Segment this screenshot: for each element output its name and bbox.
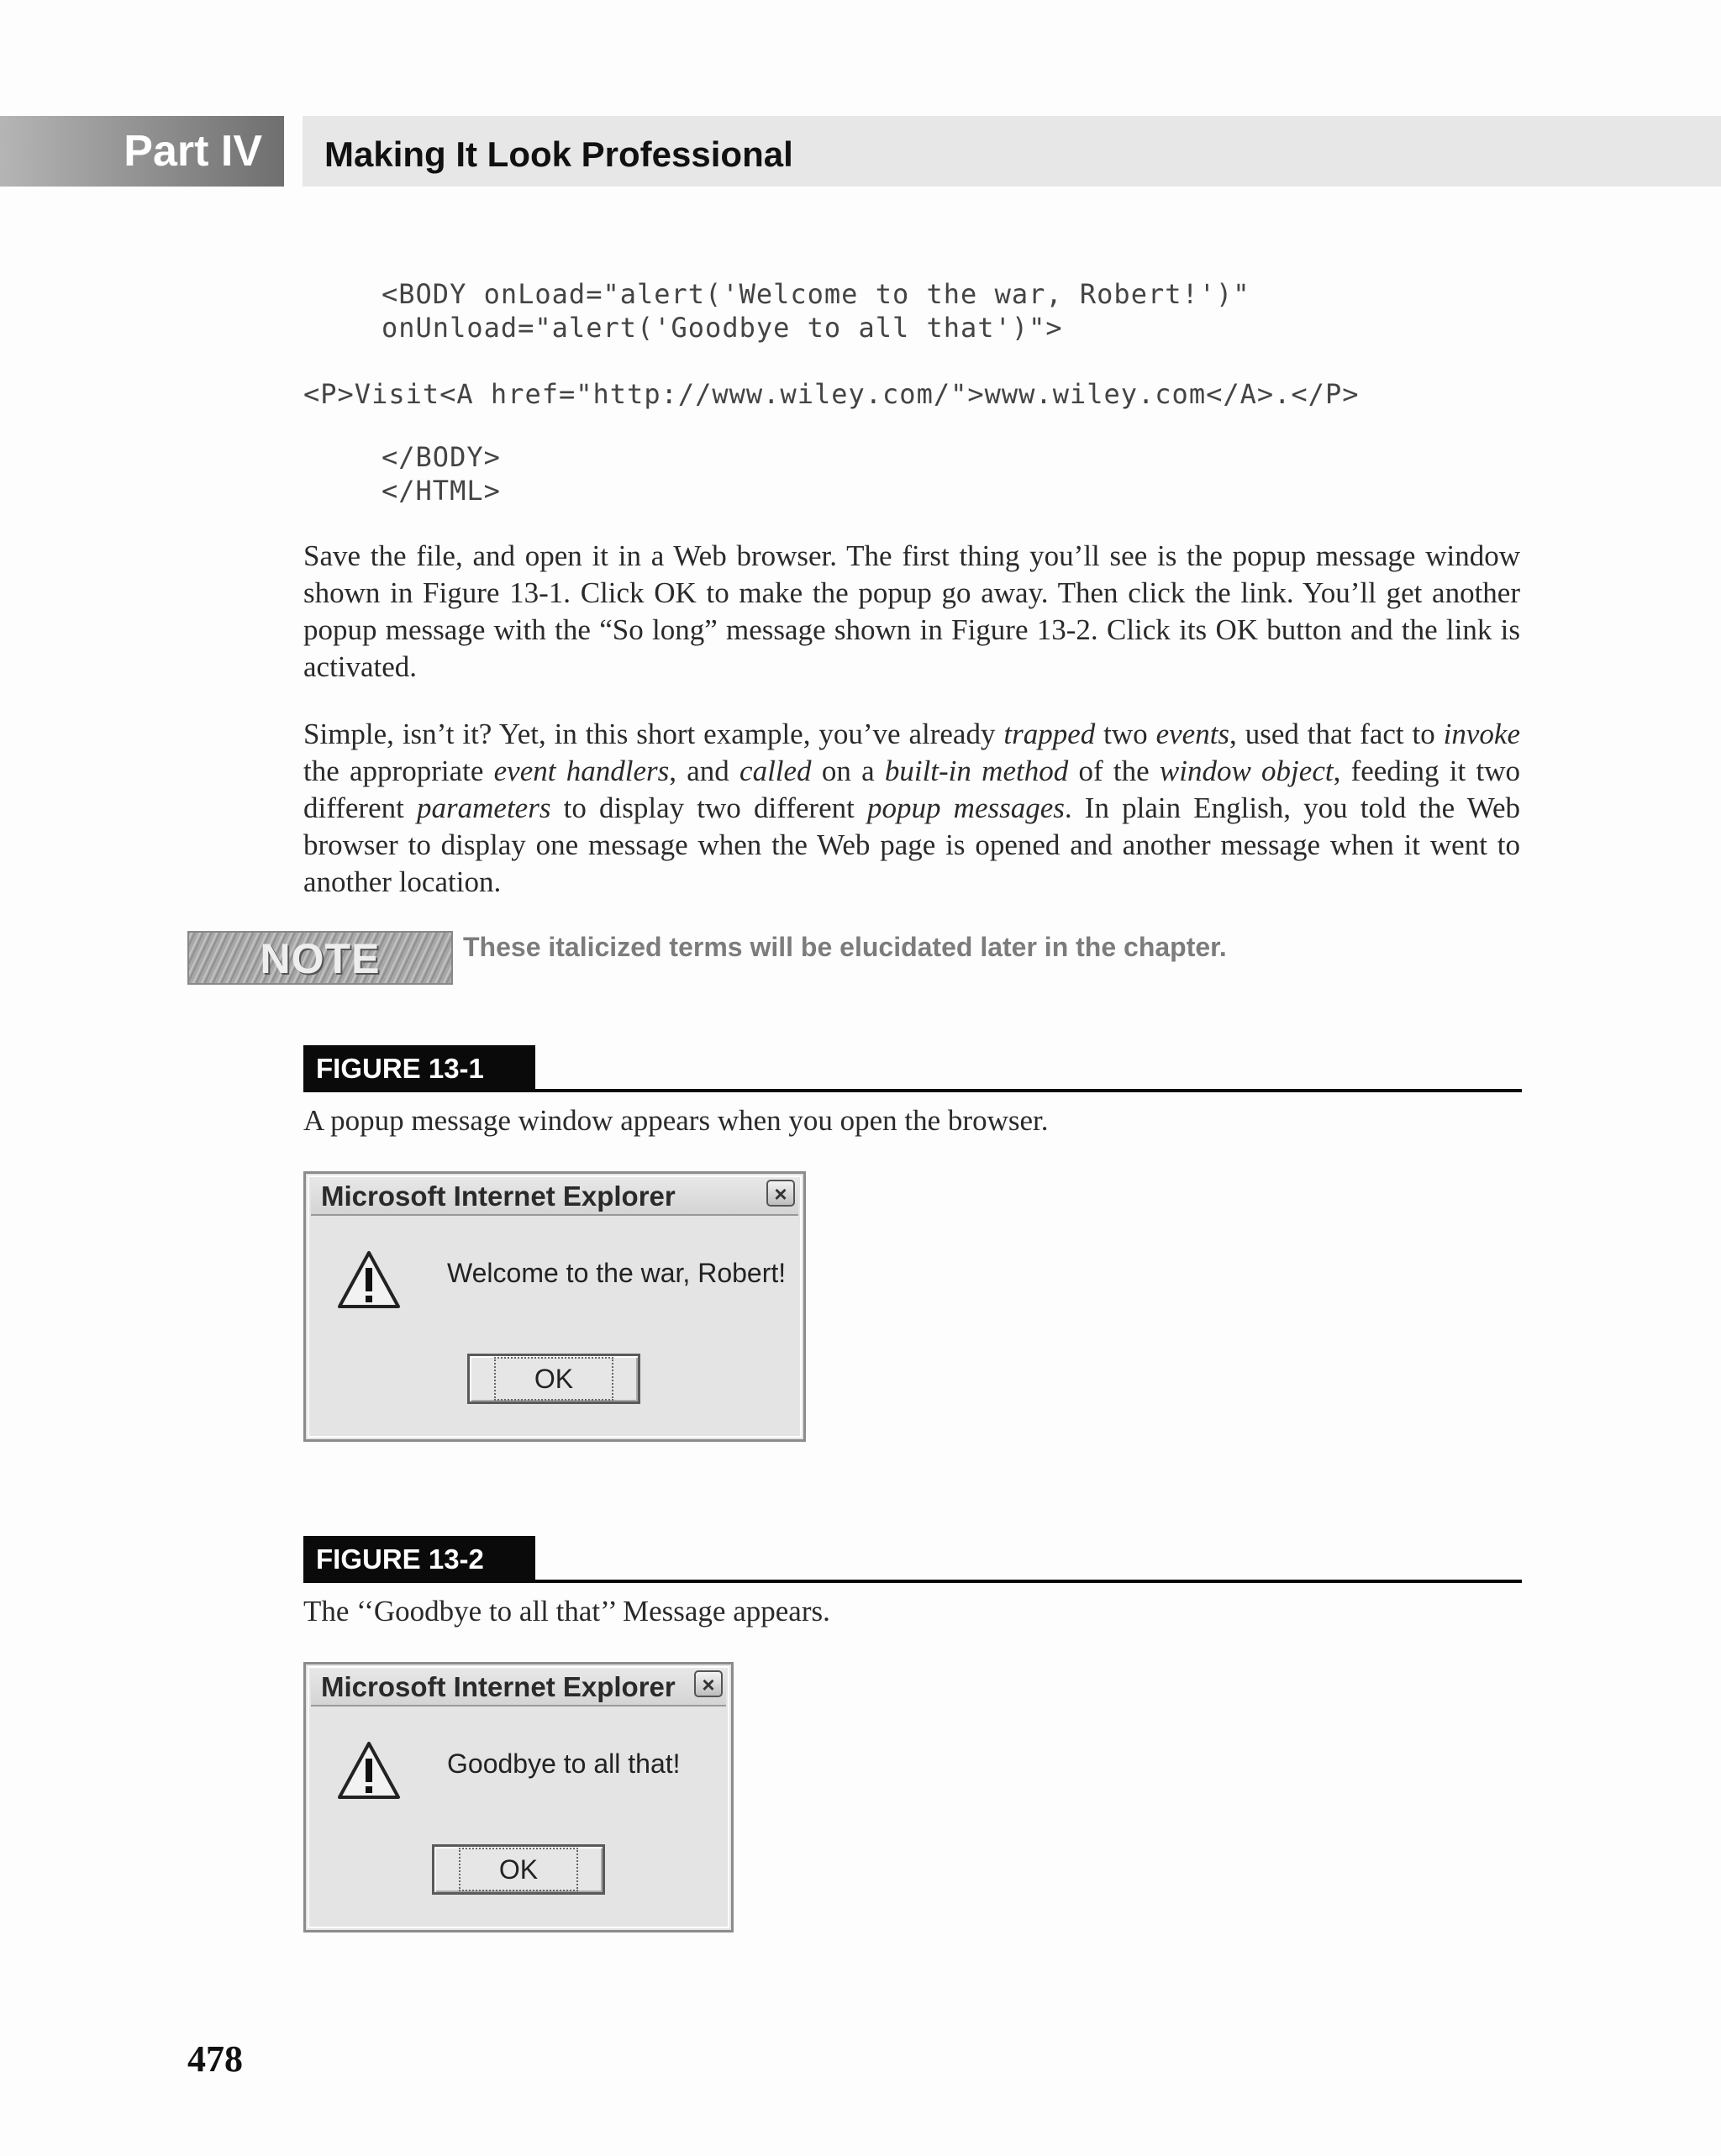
ok-button-label: OK — [501, 1364, 607, 1394]
term-built-in-method: built-in method — [884, 755, 1069, 787]
para2-text: two — [1095, 718, 1156, 750]
figure-2-header — [303, 1536, 1522, 1585]
figure-1-rule — [303, 1089, 1522, 1092]
para2-text: to display two different — [550, 791, 867, 824]
code-line-2: onUnload="alert('Goodbye to all that')"> — [382, 312, 1063, 344]
ok-button[interactable] — [467, 1354, 640, 1404]
term-parameters: parameters — [417, 791, 551, 824]
term-called: called — [739, 755, 812, 787]
warning-triangle-icon — [336, 1740, 402, 1801]
para2-text: of the — [1068, 755, 1160, 787]
dialog-message: Goodbye to all that! — [447, 1748, 681, 1779]
dialog-title: Microsoft Internet Explorer — [311, 1177, 798, 1216]
figure-2-label: FIGURE 13-2 — [303, 1536, 535, 1583]
chapter-title: Making It Look Professional — [303, 116, 1721, 187]
warning-triangle-icon — [336, 1249, 402, 1310]
paragraph-1-text: Save the file, and open it in a Web browser. The first thing you’ll see is the popup message window shown in Figure 13-1. Click OK to make the popup go away. Then click the link. You’ll get another popup message with the “So long” message shown in Figure 13-2. Click its OK button and the link is activated. — [303, 539, 1520, 683]
code-line-4: </BODY> — [382, 441, 501, 473]
term-popup-messages: popup messages — [867, 791, 1065, 824]
note-badge: NOTE — [187, 931, 453, 985]
close-icon[interactable]: × — [766, 1180, 795, 1207]
note-text: These italicized terms will be elucidated later in the chapter. — [463, 932, 1227, 962]
code-line-1: <BODY onLoad="alert('Welcome to the war, Robert!')" — [382, 278, 1250, 310]
para2-text: , and — [669, 755, 740, 787]
body-paragraph-2 — [303, 716, 1520, 901]
body-paragraph-1 — [303, 538, 1520, 686]
dialog-message: Welcome to the war, Robert! — [447, 1258, 787, 1288]
alert-dialog-goodbye — [303, 1662, 734, 1933]
term-invoke: invoke — [1443, 718, 1520, 750]
figure-1-label: FIGURE 13-1 — [303, 1045, 535, 1092]
ok-button[interactable] — [432, 1844, 605, 1895]
para2-text: , feeding it two different — [303, 755, 1520, 824]
term-events: events — [1155, 718, 1230, 750]
figure-1-caption: A popup message window appears when you open the browser. — [303, 1104, 1049, 1137]
term-event-handlers: event handlers — [493, 755, 670, 787]
figure-2-rule — [303, 1580, 1522, 1583]
paragraph-2-text — [303, 716, 1520, 901]
para2-text: . In plain English, you told the Web browser to display one message when the Web page is opened and another message when it went to another location. — [303, 791, 1520, 898]
term-trapped: trapped — [1003, 718, 1096, 750]
close-icon[interactable]: × — [694, 1670, 723, 1697]
code-line-5: </HTML> — [382, 475, 501, 507]
term-window-object: window object — [1159, 755, 1334, 787]
para2-text: on a — [811, 755, 885, 787]
code-line-3: <P>Visit<A href="http://www.wiley.com/">www.wiley.com</A>.</P> — [303, 378, 1360, 410]
dialog-title: Microsoft Internet Explorer — [311, 1668, 726, 1706]
ok-button-label: OK — [466, 1854, 571, 1885]
alert-dialog-welcome — [303, 1171, 806, 1442]
figure-1-header — [303, 1045, 1522, 1094]
para2-text: Simple, isn’t it? Yet, in this short example, you’ve already — [303, 718, 1004, 750]
para2-text: , used that fact to — [1229, 718, 1444, 750]
page-number: 478 — [187, 2038, 243, 2080]
para2-text: the appropriate — [303, 755, 494, 787]
figure-2-caption: The ‘‘Goodbye to all that’’ Message appears. — [303, 1595, 830, 1628]
part-label: Part IV — [0, 116, 284, 187]
